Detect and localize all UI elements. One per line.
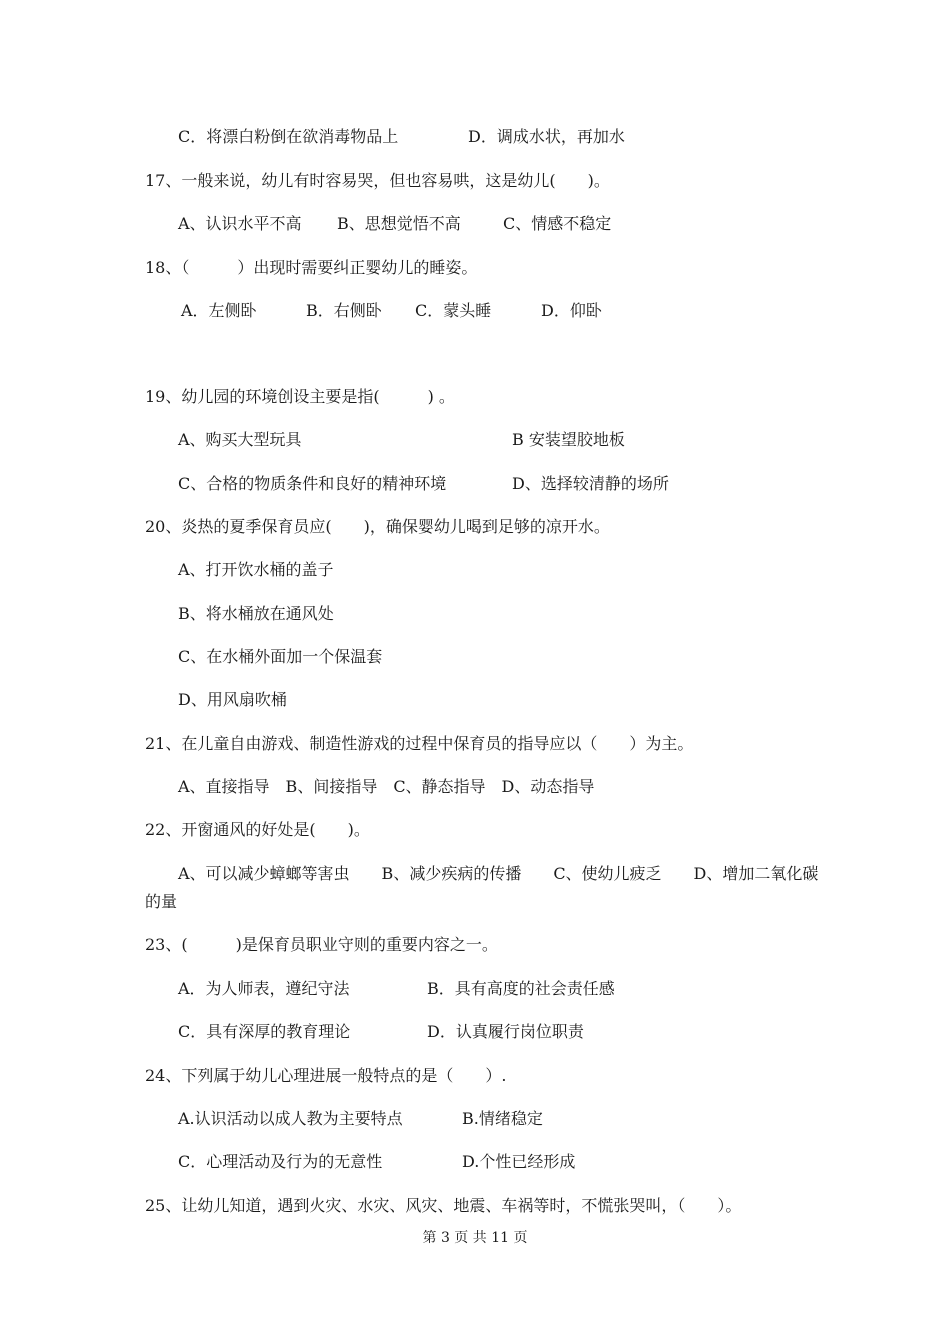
q20-option-a: A、打开饮水桶的盖子 xyxy=(178,560,334,579)
q17-option-c: C、情感不稳定 xyxy=(503,214,612,233)
q24-option-b: B.情绪稳定 xyxy=(462,1109,543,1128)
q23-option-a: A．为人师表，遵纪守法 xyxy=(178,979,350,998)
q21-options: A、直接指导 B、间接指导 C、静态指导 D、动态指导 xyxy=(178,777,595,796)
q19-option-d: D、选择较清静的场所 xyxy=(512,474,669,493)
q18-option-a: A．左侧卧 xyxy=(181,301,257,320)
q23-question: 23、( )是保育员职业守则的重要内容之一。 xyxy=(145,935,498,954)
q24-option-c: C．心理活动及行为的无意性 xyxy=(178,1152,383,1171)
q18-question: 18、（ ）出现时需要纠正婴幼儿的睡姿。 xyxy=(145,258,478,277)
q19-option-a: A、购买大型玩具 xyxy=(178,430,302,449)
q22-options-line2: 的量 xyxy=(145,892,178,911)
q18-option-b: B．右侧卧 xyxy=(306,301,382,320)
q19-option-c: C、合格的物质条件和良好的精神环境 xyxy=(178,474,447,493)
q23-option-d: D．认真履行岗位职责 xyxy=(427,1022,584,1041)
q16-option-c: C．将漂白粉倒在欲消毒物品上 xyxy=(178,127,399,146)
q20-question: 20、炎热的夏季保育员应( )，确保婴幼儿喝到足够的凉开水。 xyxy=(145,517,610,536)
q23-option-b: B．具有高度的社会责任感 xyxy=(427,979,615,998)
q19-option-b: B 安装望胶地板 xyxy=(512,430,625,449)
q18-option-c: C．蒙头睡 xyxy=(415,301,492,320)
q25-question: 25、让幼儿知道，遇到火灾、水灾、风灾、地震、车祸等时，不慌张哭叫，（ ）。 xyxy=(145,1196,742,1215)
q23-option-c: C．具有深厚的教育理论 xyxy=(178,1022,351,1041)
page-number-footer: 第 3 页 共 11 页 xyxy=(422,1230,528,1246)
q20-option-c: C、在水桶外面加一个保温套 xyxy=(178,647,383,666)
q22-options-line1: A、可以减少蟑螂等害虫 B、减少疾病的传播 C、使幼儿疲乏 D、增加二氧化碳 xyxy=(178,864,819,883)
q24-question: 24、下列属于幼儿心理进展一般特点的是（ ）. xyxy=(145,1066,507,1085)
q24-option-a: A.认识活动以成人教为主要特点 xyxy=(178,1109,403,1128)
q20-option-d: D、用风扇吹桶 xyxy=(178,690,287,709)
q17-question: 17、一般来说，幼儿有时容易哭，但也容易哄，这是幼儿( )。 xyxy=(145,171,610,190)
q18-option-d: D．仰卧 xyxy=(541,301,602,320)
q16-option-d: D．调成水状，再加水 xyxy=(468,127,625,146)
q19-question: 19、幼儿园的环境创设主要是指( ) 。 xyxy=(145,387,455,406)
q21-question: 21、在儿童自由游戏、制造性游戏的过程中保育员的指导应以（ ）为主。 xyxy=(145,734,694,753)
q17-option-b: B、思想觉悟不高 xyxy=(337,214,461,233)
q20-option-b: B、将水桶放在通风处 xyxy=(178,604,334,623)
q22-question: 22、开窗通风的好处是( )。 xyxy=(145,820,370,839)
q24-option-d: D.个性已经形成 xyxy=(462,1152,576,1171)
q17-option-a: A、认识水平不高 xyxy=(178,214,302,233)
